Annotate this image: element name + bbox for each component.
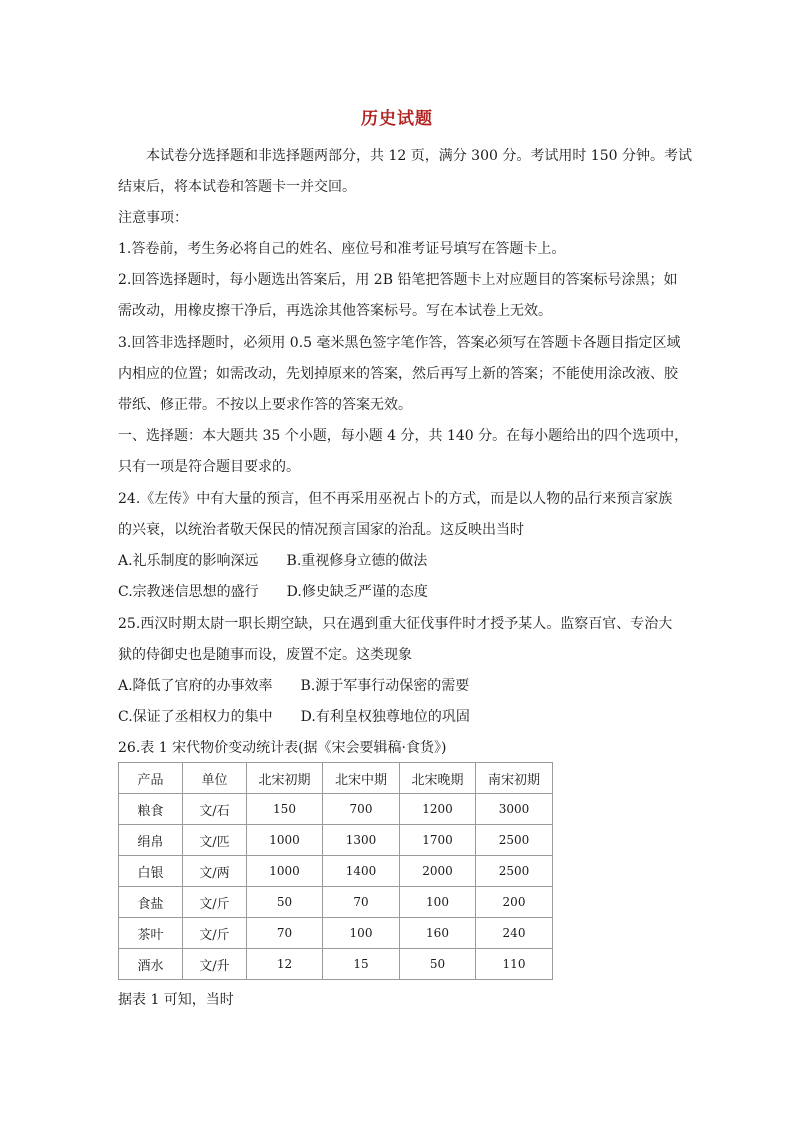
table-row [119, 918, 553, 949]
table-cell: 1400 [323, 856, 400, 887]
table-header-cell: 北宋初期 [247, 763, 323, 794]
table-cell: 700 [323, 794, 400, 825]
question-25-options-cd: C.保证了丞相权力的集中 D.有利皇权独尊地位的巩固 [118, 709, 470, 725]
table-cell: 绢帛 [119, 825, 183, 856]
notice-heading: 注意事项： [118, 210, 188, 226]
table-row [119, 794, 553, 825]
table-cell: 文/斤 [183, 918, 247, 949]
notice-line: 3.回答非选择题时，必须用 0.5 毫米黑色签字笔作答，答案必须写在答题卡各题目指定区域 [118, 335, 681, 351]
table-header-cell: 单位 [183, 763, 247, 794]
table-header-cell: 产品 [119, 763, 183, 794]
table-cell: 15 [323, 949, 400, 980]
question-24-stem: 24.《左传》中有大量的预言，但不再采用巫祝占卜的方式，而是以人物的品行来预言家族 [118, 491, 673, 507]
notice-line: 内相应的位置；如需改动，先划掉原来的答案，然后再写上新的答案；不能使用涂改液、胶 [118, 366, 678, 382]
page-title: 历史试题 [361, 109, 433, 129]
table-cell: 文/两 [183, 856, 247, 887]
table-cell: 酒水 [119, 949, 183, 980]
table-cell: 70 [323, 887, 400, 918]
table-cell: 文/升 [183, 949, 247, 980]
notice-line: 需改动，用橡皮擦干净后，再选涂其他答案标号。写在本试卷上无效。 [118, 303, 552, 319]
table-cell: 粮食 [119, 794, 183, 825]
question-25-options-ab: A.降低了官府的办事效率 B.源于军事行动保密的需要 [118, 678, 470, 694]
table-cell: 110 [476, 949, 553, 980]
section-heading: 一、选择题：本大题共 35 个小题，每小题 4 分，共 140 分。在每小题给出的四个选项中， [118, 428, 689, 444]
section-heading-cont: 只有一项是符合题目要求的。 [118, 459, 300, 475]
table-row [119, 856, 553, 887]
question-24-options-cd: C.宗教迷信思想的盛行 D.修史缺乏严谨的态度 [118, 584, 428, 600]
table-cell: 160 [400, 918, 476, 949]
table-cell: 1200 [400, 794, 476, 825]
question-26-caption: 26.表 1 宋代物价变动统计表(据《宋会要辑稿·食货》) [118, 740, 447, 756]
table-cell: 100 [400, 887, 476, 918]
table-row [119, 949, 553, 980]
table-header-cell: 北宋中期 [323, 763, 400, 794]
table-row [119, 825, 553, 856]
table-cell: 3000 [476, 794, 553, 825]
price-table [118, 762, 553, 980]
table-cell: 文/斤 [183, 887, 247, 918]
table-cell: 200 [476, 887, 553, 918]
notice-line: 2.回答选择题时，每小题选出答案后，用 2B 铅笔把答题卡上对应题目的答案标号涂黑；如 [118, 272, 678, 288]
table-cell: 2500 [476, 856, 553, 887]
table-row [119, 887, 553, 918]
table-cell: 2000 [400, 856, 476, 887]
table-cell: 12 [247, 949, 323, 980]
table-cell: 文/石 [183, 794, 247, 825]
intro-line-2: 结束后，将本试卷和答题卡一并交回。 [118, 179, 356, 195]
table-cell: 白银 [119, 856, 183, 887]
table-cell: 食盐 [119, 887, 183, 918]
notice-line: 带纸、修正带。不按以上要求作答的答案无效。 [118, 397, 412, 413]
table-cell: 50 [400, 949, 476, 980]
table-cell: 1000 [247, 856, 323, 887]
intro-line-1: 本试卷分选择题和非选择题两部分，共 12 页，满分 300 分。考试用时 150 分钟。考试 [146, 148, 692, 164]
notice-line: 1.答卷前，考生务必将自己的姓名、座位号和准考证号填写在答题卡上。 [118, 241, 566, 257]
question-24-stem-cont: 的兴衰，以统治者敬天保民的情况预言国家的治乱。这反映出当时 [118, 522, 524, 538]
table-header-row [119, 763, 553, 794]
table-cell: 50 [247, 887, 323, 918]
question-24-options-ab: A.礼乐制度的影响深远 B.重视修身立德的做法 [118, 553, 428, 569]
table-cell: 2500 [476, 825, 553, 856]
table-cell: 240 [476, 918, 553, 949]
table-cell: 150 [247, 794, 323, 825]
table-header-cell: 北宋晚期 [400, 763, 476, 794]
table-header-cell: 南宋初期 [476, 763, 553, 794]
table-cell: 1700 [400, 825, 476, 856]
table-cell: 70 [247, 918, 323, 949]
table-cell: 1300 [323, 825, 400, 856]
table-cell: 100 [323, 918, 400, 949]
table-cell: 1000 [247, 825, 323, 856]
table-cell: 文/匹 [183, 825, 247, 856]
table-cell: 茶叶 [119, 918, 183, 949]
question-25-stem-cont: 狱的侍御史也是随事而设，废置不定。这类现象 [118, 647, 412, 663]
question-25-stem: 25.西汉时期太尉一职长期空缺，只在遇到重大征伐事件时才授予某人。监察百官、专治大 [118, 616, 673, 632]
question-26-followup: 据表 1 可知，当时 [118, 992, 234, 1008]
